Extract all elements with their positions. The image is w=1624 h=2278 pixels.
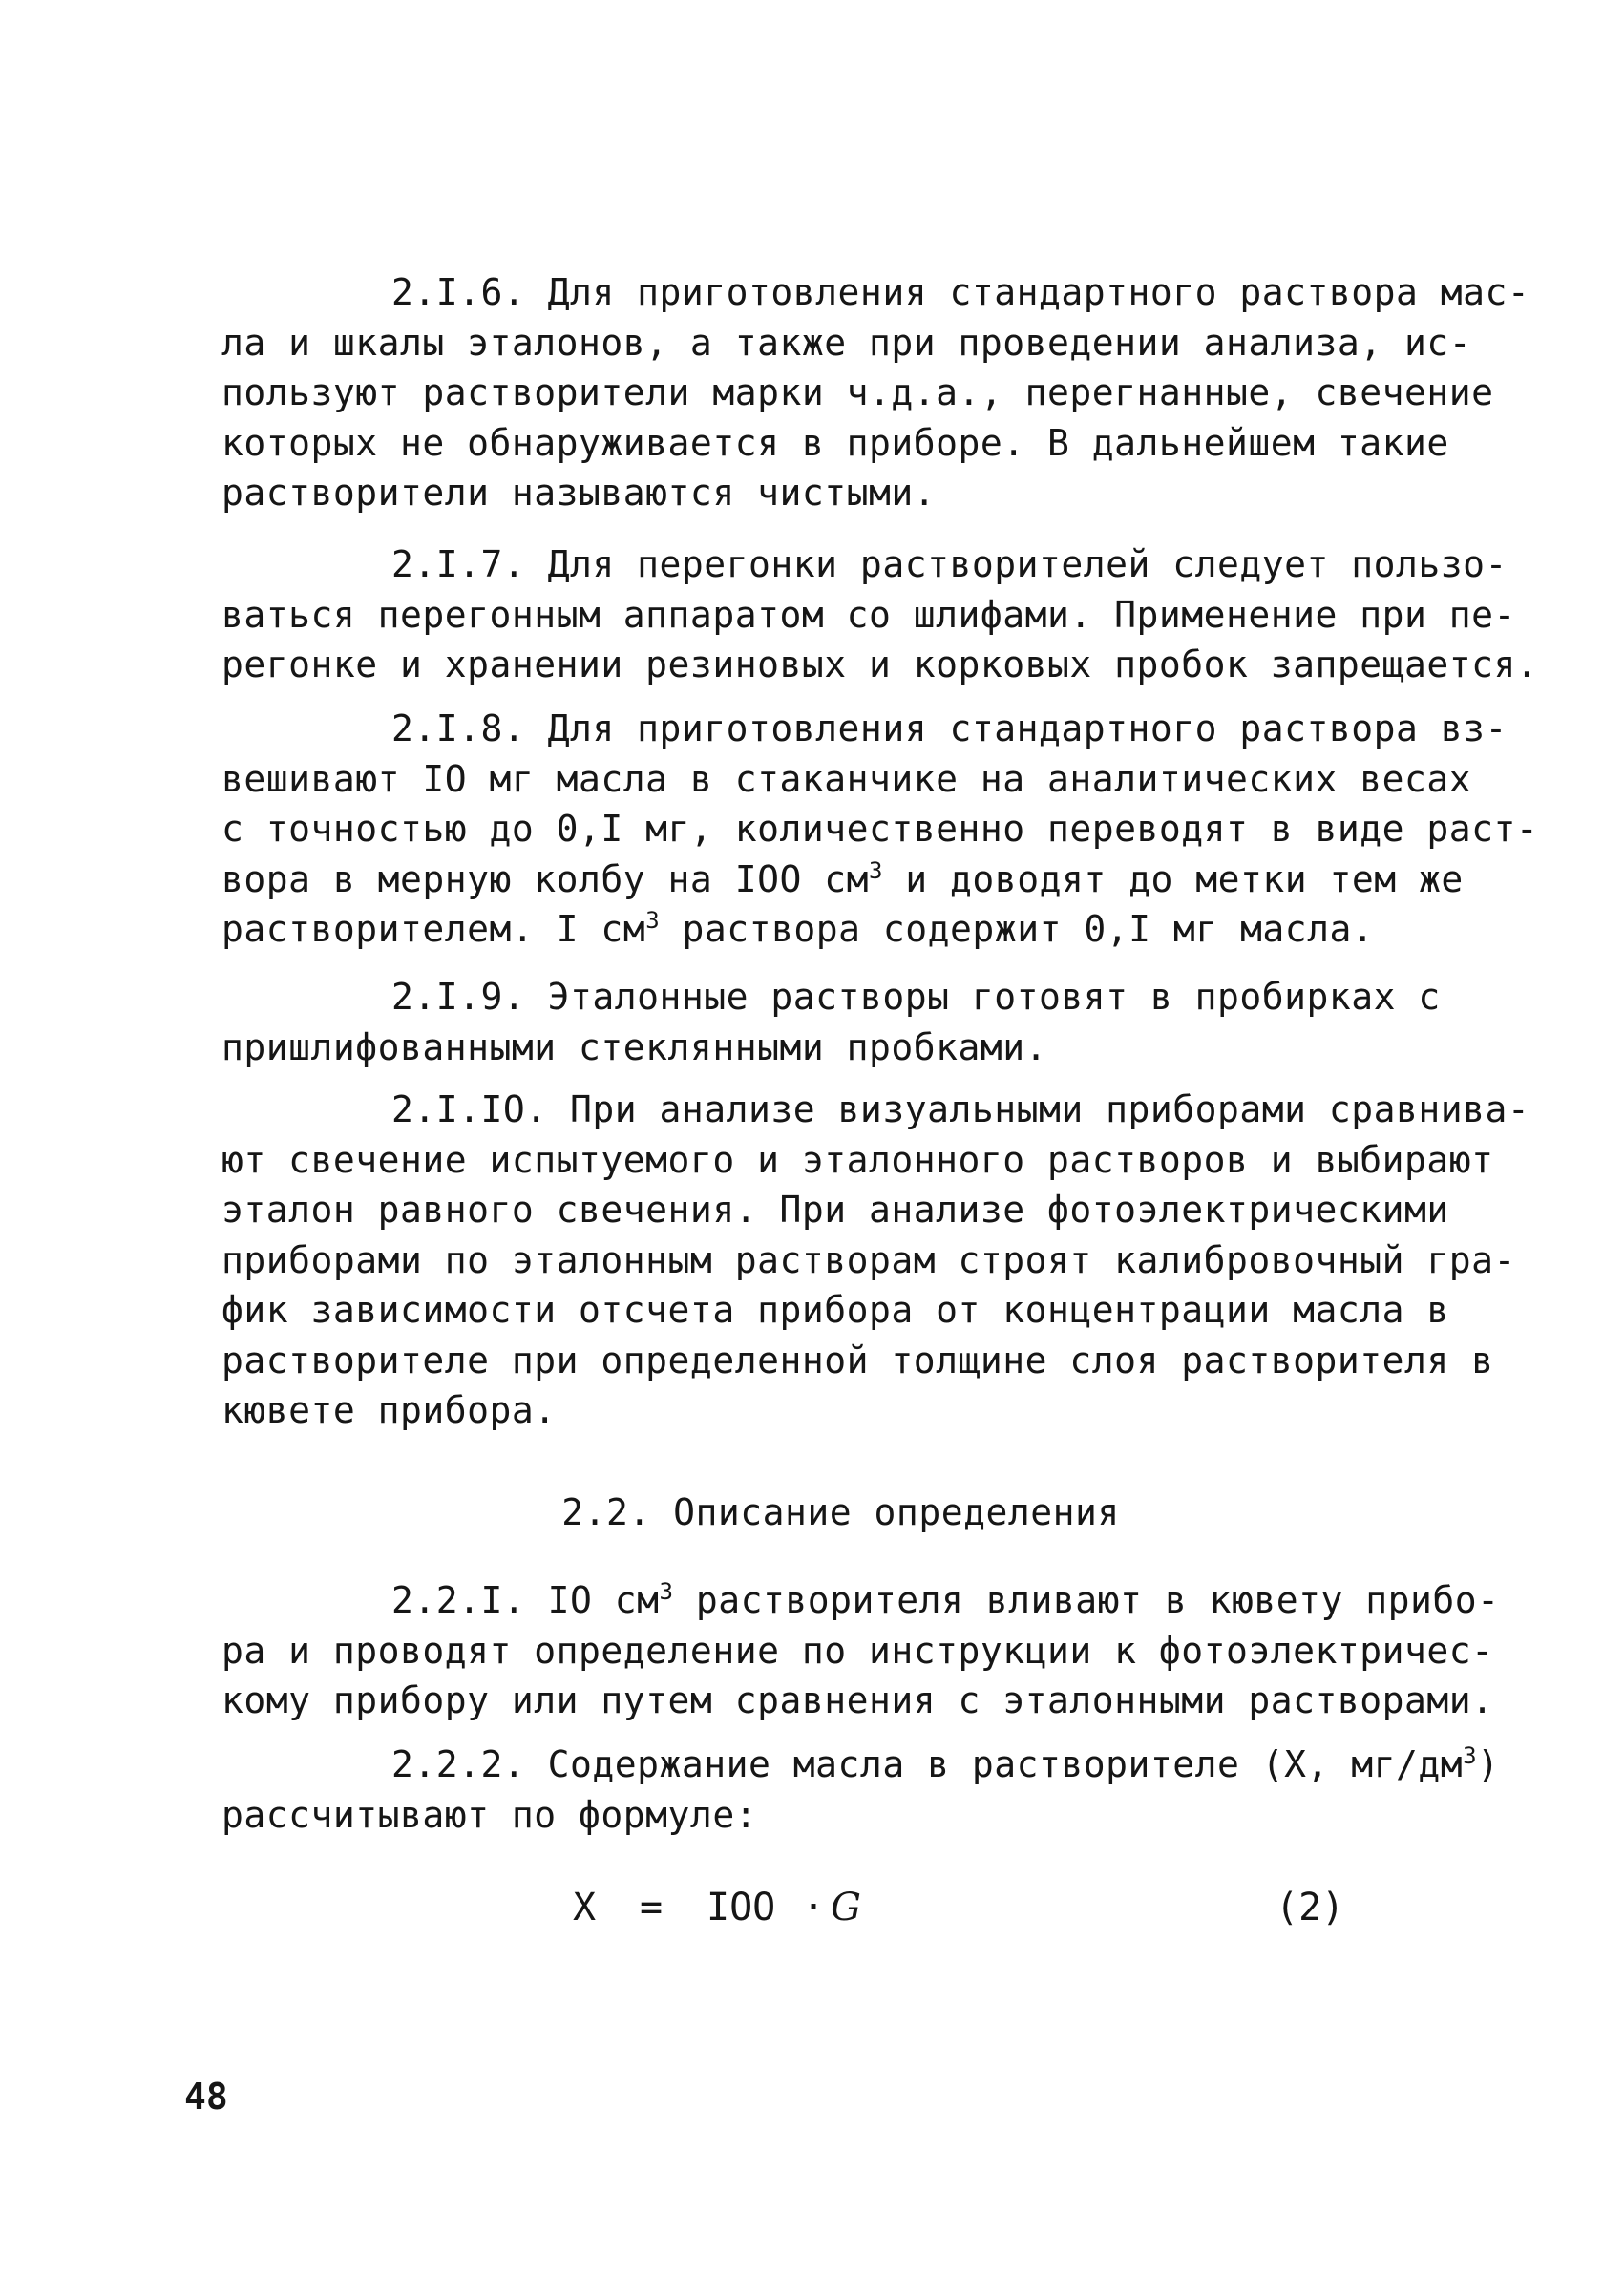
text-fragment: 2.2.2. Содержание масла в растворителе (X, мг/дм bbox=[391, 1743, 1464, 1785]
text-line bbox=[221, 854, 1463, 905]
text-line: 2.I.9. Эталонные растворы готовят в пробирках с bbox=[391, 976, 1441, 1018]
text-fragment: растворителя вливают в кювету прибо- bbox=[673, 1579, 1500, 1621]
paragraph-2-2-2 bbox=[221, 1740, 1500, 1840]
text-line bbox=[221, 1740, 1500, 1790]
text-line bbox=[221, 1575, 1500, 1626]
text-line: приборами по эталонным растворам строят калибровочный гра- bbox=[221, 1238, 1516, 1281]
text-line: пользуют растворители марки ч.д.а., перегнанные, свечение bbox=[221, 371, 1494, 413]
text-line: ваться перегонным аппаратом со шлифами. Применение при пе- bbox=[221, 593, 1516, 636]
text-fragment: ) bbox=[1477, 1743, 1500, 1785]
formula-coefficient: IOO bbox=[707, 1886, 776, 1930]
section-heading: 2.2. Описание определения bbox=[561, 1491, 1120, 1533]
paragraph-2-1-10 bbox=[221, 1085, 1530, 1436]
text-line: ют свечение испытуемого и эталонного растворов и выбирают bbox=[221, 1138, 1494, 1181]
text-line: вешивают IO мг масла в стаканчике на аналитических весах bbox=[221, 757, 1472, 800]
paragraph-2-1-6 bbox=[221, 267, 1530, 518]
text-fragment: растворителем. I см bbox=[221, 908, 646, 950]
text-line: растворители называются чистыми. bbox=[221, 472, 937, 514]
formula-equals: = bbox=[640, 1886, 664, 1930]
text-line: кому прибору или путем сравнения с эталонными растворами. bbox=[221, 1679, 1494, 1721]
superscript: 3 bbox=[868, 856, 883, 884]
formula-operator: · bbox=[802, 1886, 826, 1930]
formula bbox=[573, 1881, 907, 1934]
text-line: 2.I.7. Для перегонки растворителей следует пользо- bbox=[391, 543, 1508, 585]
text-line: фик зависимости отсчета прибора от концентрации масла в bbox=[221, 1289, 1449, 1331]
text-line: 2.I.IO. При анализе визуальными приборами сравнива- bbox=[391, 1088, 1530, 1130]
text-line: кювете прибора. bbox=[221, 1389, 557, 1431]
text-line: эталон равного свечения. При анализе фотоэлектрическими bbox=[221, 1189, 1449, 1231]
text-line: растворителе при определенной толщине слоя растворителя в bbox=[221, 1339, 1494, 1382]
paragraph-2-2-1 bbox=[221, 1575, 1500, 1726]
page-number: 48 bbox=[184, 2076, 228, 2118]
superscript: 3 bbox=[645, 907, 661, 934]
text-fragment: вора в мерную колбу на IOO см bbox=[221, 857, 869, 900]
text-fragment: 2.2.I. IO см bbox=[391, 1579, 660, 1621]
text-line: 2.I.8. Для приготовления стандартного раствора вз- bbox=[391, 707, 1508, 749]
formula-lhs: X bbox=[573, 1886, 597, 1930]
text-line: регонке и хранении резиновых и корковых пробок запрещается. bbox=[221, 643, 1539, 686]
formula-number: (2) bbox=[1276, 1886, 1345, 1930]
superscript: 3 bbox=[659, 1578, 674, 1605]
formula-variable: G bbox=[831, 1886, 861, 1930]
text-line: рассчитывают по формуле: bbox=[221, 1793, 758, 1836]
text-line: 2.I.6. Для приготовления стандартного раствора мас- bbox=[391, 271, 1530, 313]
text-line: которых не обнаруживается в приборе. В дальнейшем такие bbox=[221, 421, 1449, 464]
paragraph-2-1-9 bbox=[221, 972, 1463, 1072]
text-line: с точностью до 0,I мг, количественно переводят в виде раст- bbox=[221, 808, 1539, 850]
text-line: ла и шкалы эталонов, а также при проведении анализа, ис- bbox=[221, 321, 1472, 364]
paragraph-2-1-8 bbox=[221, 704, 1539, 955]
text-fragment: раствора содержит 0,I мг масла. bbox=[660, 908, 1375, 950]
text-fragment: и доводят до метки тем же bbox=[882, 857, 1464, 900]
superscript: 3 bbox=[1463, 1742, 1478, 1769]
text-line: ра и проводят определение по инструкции к фотоэлектричес- bbox=[221, 1629, 1494, 1672]
text-line: пришлифованными стеклянными пробками. bbox=[221, 1025, 1047, 1068]
paragraph-2-1-7 bbox=[221, 539, 1539, 690]
text-line bbox=[221, 904, 1463, 955]
